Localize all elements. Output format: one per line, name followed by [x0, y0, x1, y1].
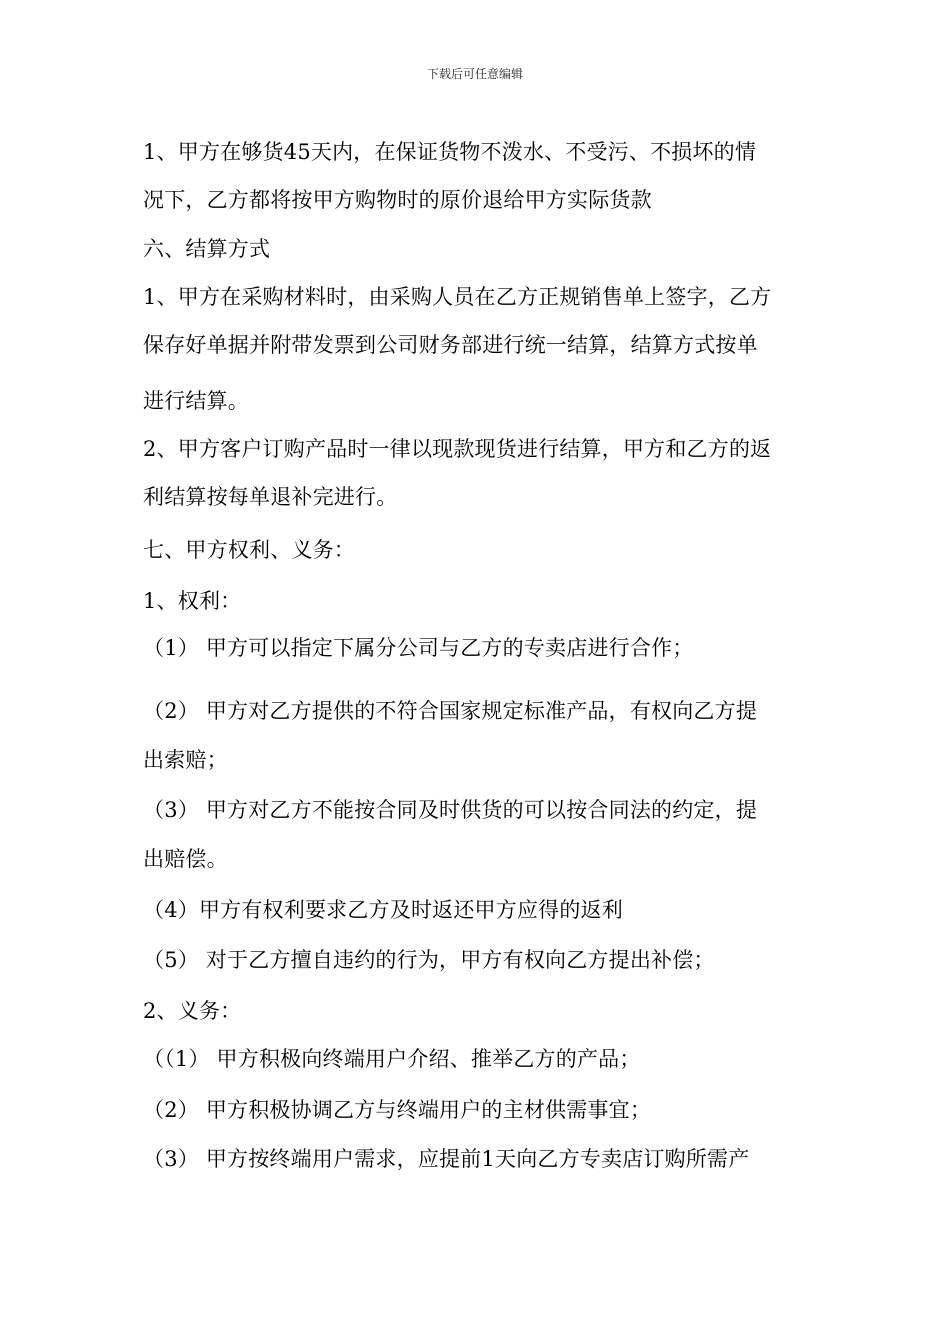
list-item: （3） 甲方对乙方不能按合同及时供货的可以按合同法的约定，提 — [143, 798, 758, 822]
paragraph-line: 况下，乙方都将按甲方购物时的原价退给甲方实际货款 — [143, 188, 652, 212]
list-item-continuation: 出赔偿。 — [143, 847, 228, 871]
list-item: （（1） 甲方积极向终端用户介绍、推举乙方的产品； — [143, 1047, 641, 1071]
paragraph-line: 1、甲方在够货45天内，在保证货物不泼水、不受污、不损坏的情 — [143, 140, 757, 164]
list-item: （5） 对于乙方擅自违约的行为，甲方有权向乙方提出补偿； — [143, 948, 715, 972]
page-header: 下载后可任意编辑 — [426, 67, 523, 81]
paragraph-line: 保存好单据并附带发票到公司财务部进行统一结算，结算方式按单 — [143, 333, 758, 357]
paragraph-line: 进行结算。 — [143, 389, 249, 413]
subsection-heading: 1、权利： — [143, 589, 242, 613]
list-item-continuation: 出索赔； — [143, 748, 228, 772]
subsection-heading: 2、义务： — [143, 999, 242, 1023]
list-item: （2） 甲方对乙方提供的不符合国家规定标准产品，有权向乙方提 — [143, 699, 758, 723]
paragraph-line: 2、甲方客户订购产品时一律以现款现货进行结算，甲方和乙方的返 — [143, 437, 772, 461]
paragraph-line: 1、甲方在采购材料时，由采购人员在乙方正规销售单上签字，乙方 — [143, 285, 772, 309]
list-item: （1） 甲方可以指定下属分公司与乙方的专卖店进行合作； — [143, 636, 694, 660]
section-heading: 七、甲方权利、义务： — [143, 538, 355, 562]
list-item: （4）甲方有权利要求乙方及时返还甲方应得的返利 — [143, 898, 623, 922]
list-item: （3） 甲方按终端用户需求，应提前1天向乙方专卖店订购所需产 — [143, 1147, 750, 1171]
paragraph-line: 利结算按每单退补完进行。 — [143, 485, 398, 509]
section-heading: 六、结算方式 — [143, 237, 271, 261]
list-item: （2） 甲方积极协调乙方与终端用户的主材供需事宜； — [143, 1098, 652, 1122]
